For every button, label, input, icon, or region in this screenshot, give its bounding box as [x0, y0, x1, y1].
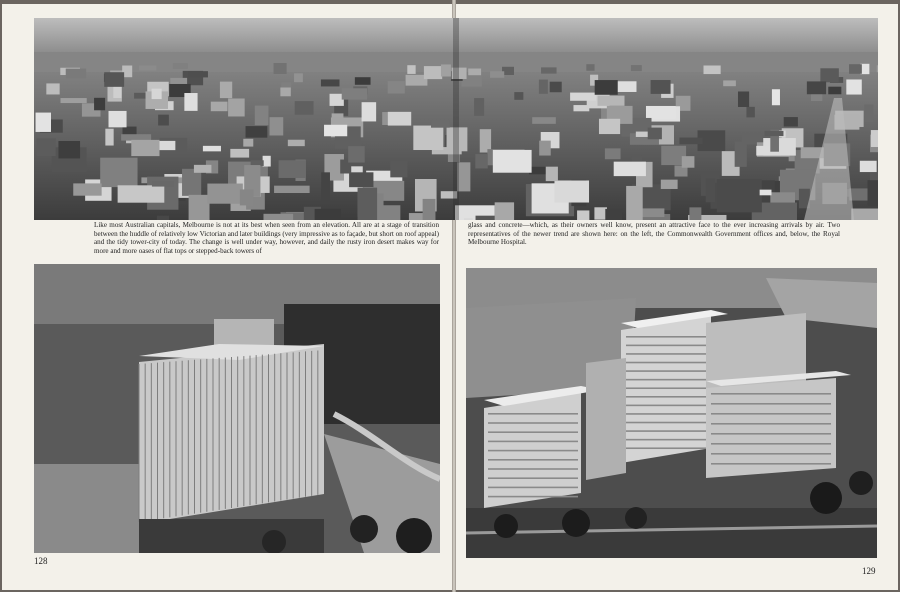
royal-melbourne-hospital-photo [466, 268, 877, 558]
page-number-left: 128 [34, 556, 48, 566]
right-caption: glass and concrete—which, as their owners well know, present an attractive face to the ever increasing arrivals by air. Two representatives of the newer trend are shown here: on the left, the Commonwealth Government offices and, below, the Royal Melbourne Hospital. [468, 221, 840, 247]
commonwealth-offices-photo [34, 264, 440, 553]
melbourne-panorama-photo [34, 18, 878, 220]
left-caption: Like most Australian capitals, Melbourne is not at its best when seen from an elevation. All are at a stage of transition between the huddle of relatively low Victorian and later buildings (very impressive as to façade, but short on roof appeal) and the tidy tower-city of today. The change is well under way, however, and daily the rusty iron desert makes way for more and more oases of flat tops or stepped-back towers of [94, 221, 439, 255]
page-number-right: 129 [862, 566, 876, 576]
